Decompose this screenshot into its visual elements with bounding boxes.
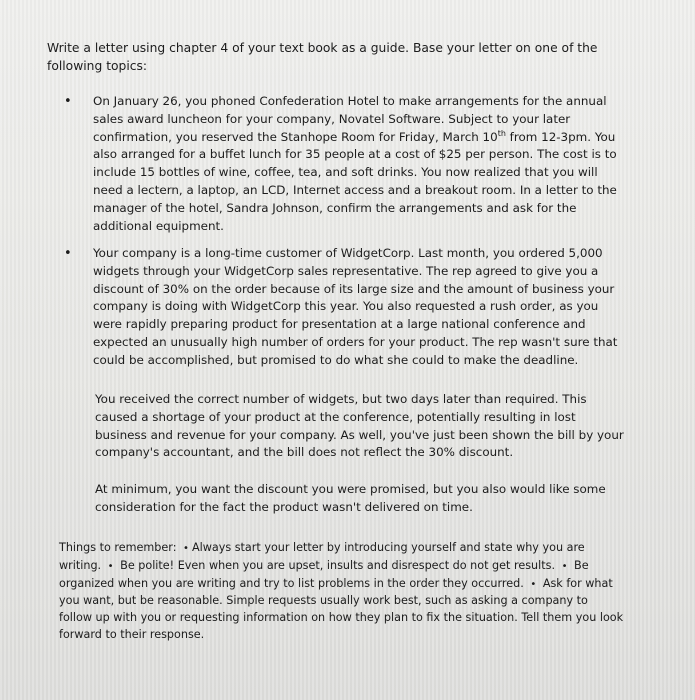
ordinal-suffix: th bbox=[497, 128, 506, 138]
separator-bullet: • bbox=[561, 560, 568, 572]
topic-2-paragraph-1: Your company is a long-time customer of WidgetCorp. Last month, you ordered 5,000 widgets through your WidgetCorp sales representative. The rep agreed to give you a discount of 30% on the order because of its large size and the amount of business your company is doing with WidgetCorp this year. You also requested a rush order, as you were rapidly preparing product for presentation at a large national conference and expected an unusually high number of orders for your product. The rep wasn't sure that could be accomplished, but promised to do what she could to make the deadline. bbox=[93, 246, 618, 367]
separator-bullet: • bbox=[183, 543, 189, 554]
topic-1-text-a: On January 26, you phoned Confederation Hotel to make arrangements for the annual sales award luncheon for your company, Novatel Software. Subject to your later confirmation, you reserved the Stanhope Room for Friday, March 10 bbox=[93, 94, 607, 144]
reminder-item: Be organized when you are writing and try to list problems in the order they occurred. bbox=[59, 558, 589, 590]
separator-bullet: • bbox=[530, 578, 537, 590]
topic-1-text bbox=[93, 93, 625, 235]
reminder-item: Always start your letter by introducing yourself and state why you are writing. bbox=[59, 541, 585, 572]
topic-2-paragraph-2: You received the correct number of widgets, but two days later than required. This caused a shortage of your product at the conference, potentially resulting in lost business and revenue for your company. As well, you've just been shown the bill by your company's accountant, and the bill does not reflect the 30% discount. bbox=[95, 392, 624, 460]
reminder-item: Ask for what you want, but be reasonable. Simple requests usually work best, such as asking a company to follow up with you or requesting information on how they plan to fix the situation. Tell them you look forward to their response. bbox=[59, 576, 624, 641]
separator-bullet: • bbox=[107, 560, 114, 572]
topic-1-text-b: from 12-3pm. You also arranged for a buffet lunch for 35 people at a cost of $25 per person. The cost is to include 15 bottles of wine, coffee, tea, and soft drinks. You now realized that you will need a lectern, a laptop, an LCD, Internet access and a breakout room. In a letter to the manager of the hotel, Sandra Johnson, confirm the arrangements and ask for the additional equipment. bbox=[93, 129, 617, 233]
bullet-marker: • bbox=[64, 246, 72, 261]
reminders-label: Things to remember: bbox=[59, 541, 177, 554]
bullet-marker: • bbox=[64, 94, 72, 109]
things-to-remember bbox=[59, 540, 624, 644]
instructions-intro: Write a letter using chapter 4 of your text book as a guide. Base your letter on one of the following topics: bbox=[47, 41, 598, 73]
reminder-item: Be polite! Even when you are upset, insults and disrespect do not get results. bbox=[120, 558, 556, 572]
topic-2-paragraph-3: At minimum, you want the discount you were promised, but you also would like some consideration for the fact the product wasn't delivered on time. bbox=[95, 482, 606, 514]
